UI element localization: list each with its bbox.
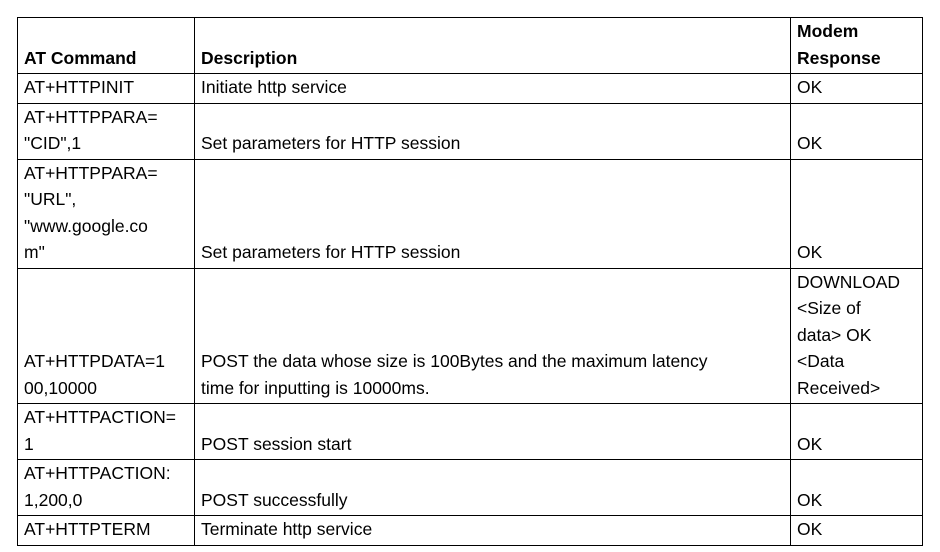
cell-command: AT+HTTPPARA= "URL", "www.google.co m" [18, 159, 195, 268]
cell-description: Initiate http service [195, 74, 791, 104]
table-row [18, 103, 923, 159]
cell-response: OK [791, 159, 923, 268]
at-command-table [17, 17, 923, 546]
table-row [18, 268, 923, 404]
cell-response: OK [791, 516, 923, 546]
table-row [18, 516, 923, 546]
header-description: Description [195, 18, 791, 74]
cell-response: OK [791, 404, 923, 460]
cell-response: DOWNLOAD <Size of data> OK <Data Received> [791, 268, 923, 404]
cell-description: POST successfully [195, 460, 791, 516]
cell-command: AT+HTTPTERM [18, 516, 195, 546]
cell-description: POST session start [195, 404, 791, 460]
table-row [18, 460, 923, 516]
cell-command: AT+HTTPACTION: 1,200,0 [18, 460, 195, 516]
cell-command: AT+HTTPINIT [18, 74, 195, 104]
cell-response: OK [791, 103, 923, 159]
cell-response: OK [791, 74, 923, 104]
cell-response: OK [791, 460, 923, 516]
cell-command: AT+HTTPPARA= "CID",1 [18, 103, 195, 159]
table-row [18, 404, 923, 460]
cell-command: AT+HTTPACTION= 1 [18, 404, 195, 460]
cell-command: AT+HTTPDATA=1 00,10000 [18, 268, 195, 404]
table-row [18, 159, 923, 268]
cell-description: Set parameters for HTTP session [195, 159, 791, 268]
cell-description: POST the data whose size is 100Bytes and the maximum latency time for inputting is 10000ms. [195, 268, 791, 404]
header-row [18, 18, 923, 74]
header-modem-response: Modem Response [791, 18, 923, 74]
cell-description: Set parameters for HTTP session [195, 103, 791, 159]
cell-description: Terminate http service [195, 516, 791, 546]
table-row [18, 74, 923, 104]
header-at-command: AT Command [18, 18, 195, 74]
